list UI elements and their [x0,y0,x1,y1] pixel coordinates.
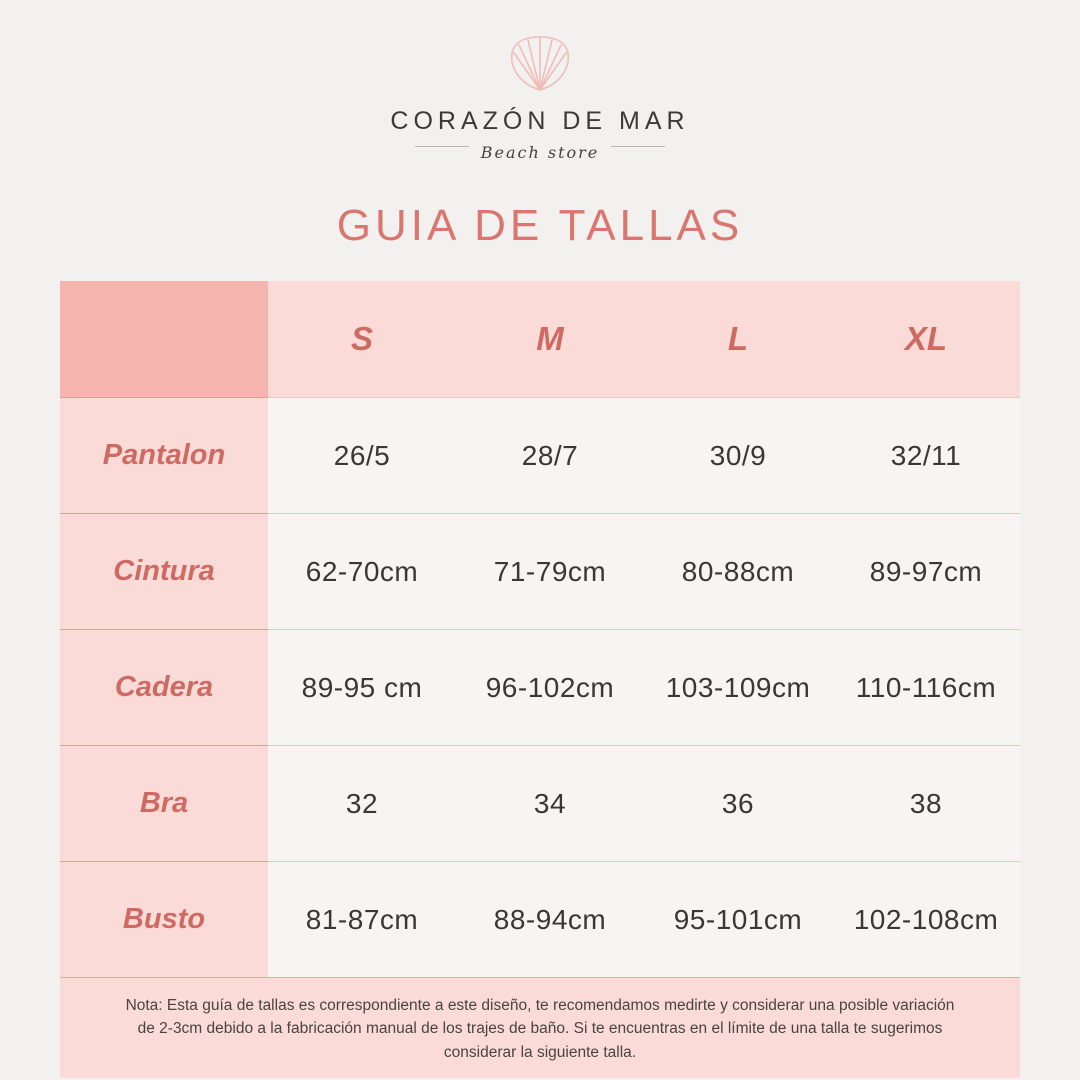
row-label-bra: Bra [60,746,268,862]
cell-cintura-xl: 89-97cm [832,514,1020,630]
brand-header [0,0,1080,165]
row-label-cintura: Cintura [60,514,268,630]
cell-busto-s: 81-87cm [268,862,456,978]
size-guide-note: Nota: Esta guía de tallas es correspondiente a este diseño, te recomendamos medirte y considerar una posible variación de 2-3cm debido a la fabricación manual de los trajes de baño. Si te encuentras en el límite de una talla te sugerimos considerar la siguiente talla. [60,978,1020,1078]
table-row [60,746,1020,862]
cell-cadera-xl: 110-116cm [832,630,1020,746]
cell-cintura-m: 71-79cm [456,514,644,630]
cell-bra-xl: 38 [832,746,1020,862]
cell-pantalon-m: 28/7 [456,398,644,514]
cell-cadera-l: 103-109cm [644,630,832,746]
brand-name: CORAZÓN DE MAR [390,107,690,135]
cell-cintura-l: 80-88cm [644,514,832,630]
cell-cadera-m: 96-102cm [456,630,644,746]
brand-tagline: Beach store [469,143,612,162]
cell-pantalon-s: 26/5 [268,398,456,514]
cell-pantalon-xl: 32/11 [832,398,1020,514]
size-table-wrapper [60,281,1020,978]
cell-bra-m: 34 [456,746,644,862]
row-label-cadera: Cadera [60,630,268,746]
row-label-busto: Busto [60,862,268,978]
cell-cadera-s: 89-95 cm [268,630,456,746]
table-row [60,514,1020,630]
table-corner-cell [60,281,268,398]
column-header-m: M [456,281,644,398]
column-header-s: S [268,281,456,398]
page-title: GUIA DE TALLAS [336,201,744,250]
table-row [60,630,1020,746]
column-header-xl: XL [832,281,1020,398]
cell-busto-xl: 102-108cm [832,862,1020,978]
cell-busto-m: 88-94cm [456,862,644,978]
column-header-l: L [644,281,832,398]
cell-bra-s: 32 [268,746,456,862]
cell-cintura-s: 62-70cm [268,514,456,630]
row-label-pantalon: Pantalon [60,398,268,514]
cell-pantalon-l: 30/9 [644,398,832,514]
table-header-row [60,281,1020,398]
size-table [60,281,1020,977]
seashell-icon [0,34,1080,97]
table-row [60,398,1020,514]
cell-busto-l: 95-101cm [644,862,832,978]
cell-bra-l: 36 [644,746,832,862]
table-row [60,862,1020,978]
